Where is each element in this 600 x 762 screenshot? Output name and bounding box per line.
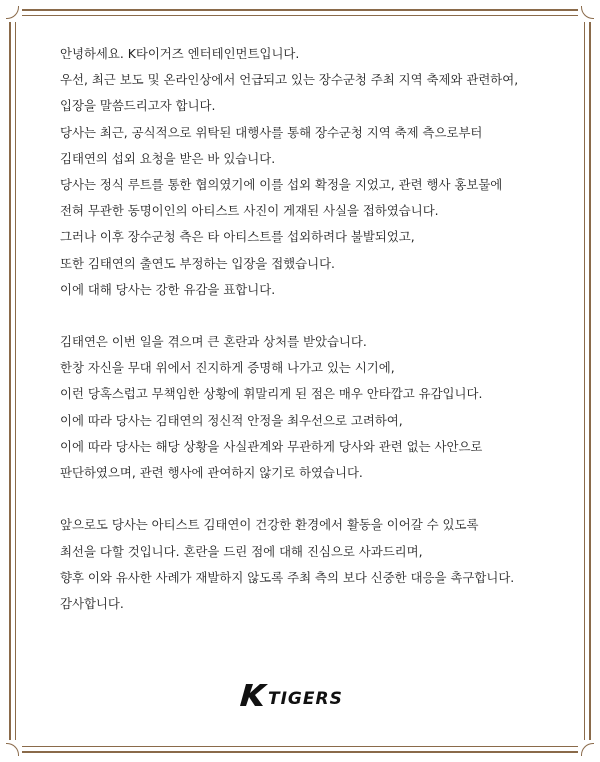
statement-line: 김태연의 섭외 요청을 받은 바 있습니다. [60, 150, 276, 166]
statement-line: 감사합니다. [60, 595, 124, 611]
frame-corner-ornament [6, 6, 22, 22]
statement-line: 우선, 최근 보도 및 온라인상에서 언급되고 있는 장수군청 주최 지역 축제와 관련하여, [60, 72, 519, 88]
statement-line: 이런 당혹스럽고 무책임한 상황에 휘말리게 된 점은 매우 안타깝고 유감입니다. [60, 386, 483, 402]
statement-line: 한창 자신을 무대 위에서 진지하게 증명해 나가고 있는 시기에, [60, 360, 395, 376]
statement-line: 안녕하세요. K타이거즈 엔터테인먼트입니다. [60, 46, 300, 61]
statement-line: 그러나 이후 장수군청 측은 타 아티스트를 섭외하려다 불발되었고, [60, 229, 415, 245]
svg-text:TIGERS: TIGERS [268, 689, 343, 709]
statement-line: 또한 김태연의 출연도 부정하는 입장을 접했습니다. [60, 255, 335, 271]
paragraph-gap [60, 303, 560, 329]
paragraph-gap [60, 486, 560, 512]
ktigers-logo-graphic [240, 680, 360, 710]
ktigers-logo [0, 680, 600, 715]
statement-line: 이에 따라 당사는 김태연의 정신적 안정을 최우선으로 고려하여, [60, 412, 403, 428]
statement-line: 당사는 정식 루트를 통한 협의였기에 이를 섭외 확정을 지었고, 관련 행사 홍보물에 [60, 176, 503, 192]
frame-corner-ornament [578, 740, 594, 756]
statement-line: 입장을 말씀드리고자 합니다. [60, 98, 216, 114]
statement-line: 김태연은 이번 일을 겪으며 큰 혼란과 상처를 받았습니다. [60, 334, 367, 350]
statement-body [60, 41, 560, 617]
frame-corner-ornament [6, 740, 22, 756]
statement-line: 향후 이와 유사한 사례가 재발하지 않도록 주최 측의 보다 신중한 대응을 촉구합니다. [60, 569, 515, 585]
statement-line: 판단하였으며, 관련 행사에 관여하지 않기로 하였습니다. [60, 465, 363, 480]
statement-line: 당사는 최근, 공식적으로 위탁된 대행사를 통해 장수군청 지역 축제 측으로부터 [60, 124, 483, 140]
statement-line: 앞으로도 당사는 아티스트 김태연이 건강한 환경에서 활동을 이어갈 수 있도록 [60, 517, 479, 533]
statement-line: 최선을 다할 것입니다. 혼란을 드린 점에 대해 진심으로 사과드리며, [60, 543, 423, 559]
statement-line: 이에 따라 당사는 해당 상황을 사실관계와 무관하게 당사와 관련 없는 사안으로 [60, 438, 483, 454]
statement-line: 이에 대해 당사는 강한 유감을 표합니다. [60, 281, 276, 297]
statement-line: 전혀 무관한 동명이인의 아티스트 사진이 게재된 사실을 접하였습니다. [60, 203, 439, 219]
frame-corner-ornament [578, 6, 594, 22]
